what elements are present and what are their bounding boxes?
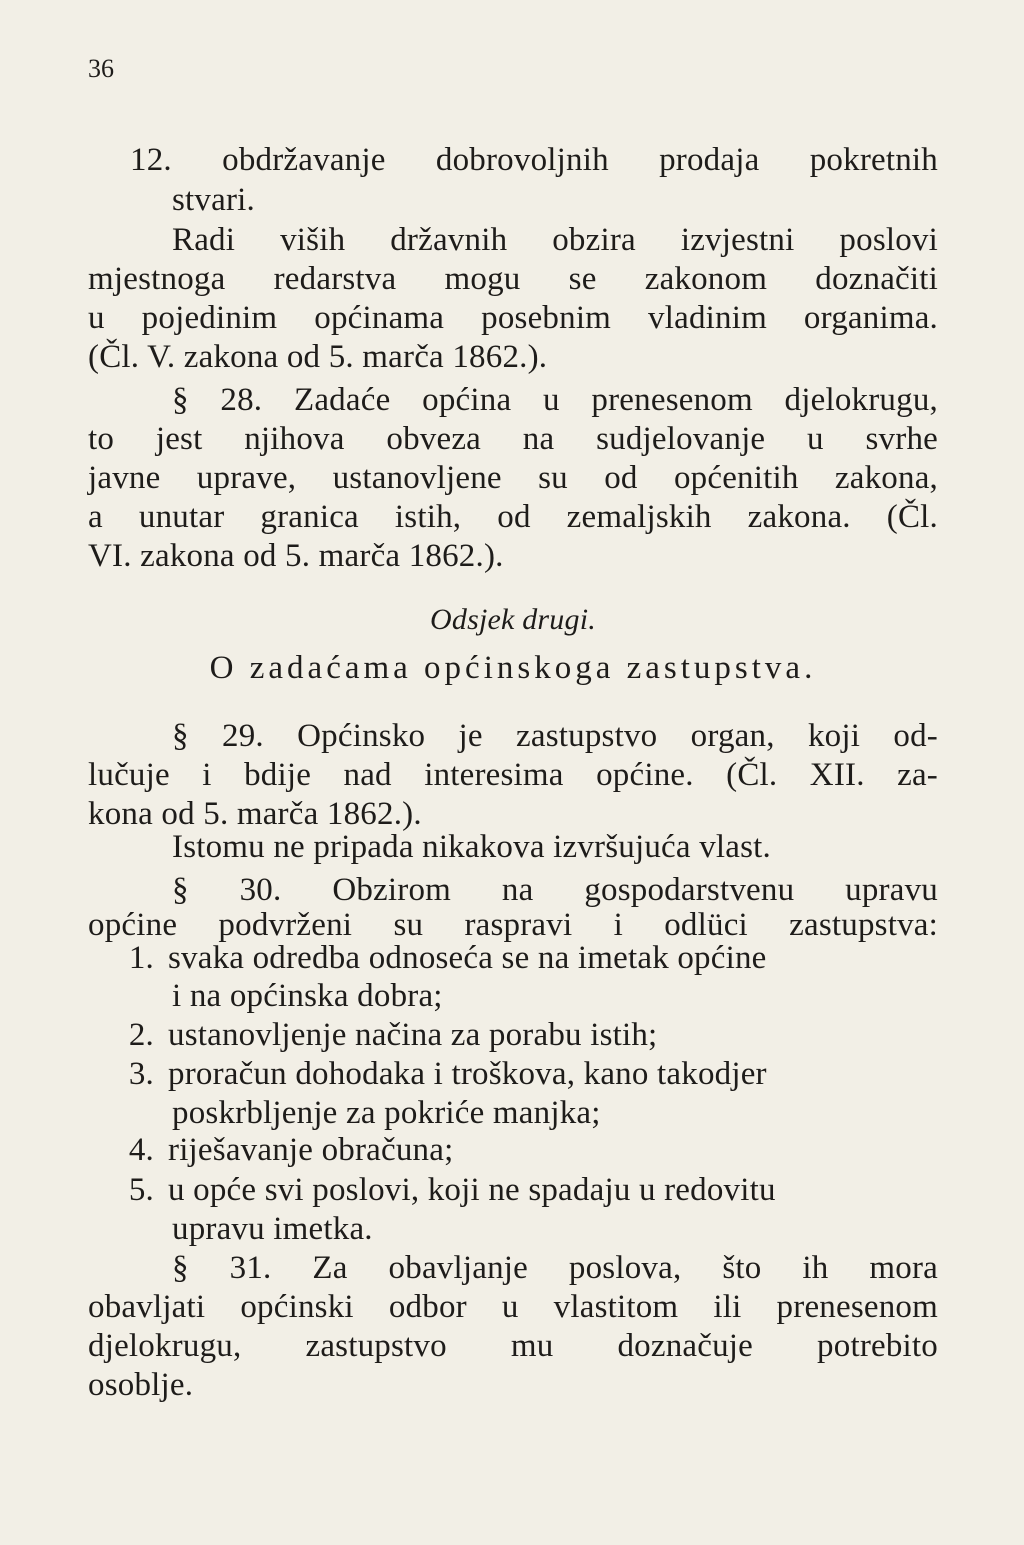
list-item: [88, 1015, 938, 1055]
list-continuation: poskrbljenje za pokriće manjka;: [172, 1095, 601, 1131]
list-text: ustanovljenje načina za porabu istih;: [168, 1017, 658, 1053]
text-line: § 28. Zadaće općina u prenesenom djelokrugu,: [172, 382, 938, 418]
list-item: [88, 1130, 938, 1170]
text-line: § 29. Općinsko je zastupstvo organ, koji od-: [172, 718, 938, 754]
text-line: obavljati općinski odbor u vlastitom ili prenesenom: [88, 1289, 938, 1325]
text-line: Istomu ne pripada nikakova izvršujuća vlast.: [172, 829, 771, 865]
text-line: općine podvrženi su raspravi i odlüci zastupstva:: [88, 907, 938, 943]
list-continuation: i na općinska dobra;: [172, 978, 443, 1014]
list-number: 5.: [128, 1172, 154, 1208]
list-number: 1.: [128, 940, 154, 976]
text-line: stvari.: [172, 182, 255, 218]
text-line: to jest njihova obveza na sudjelovanje u svrhe: [88, 421, 938, 457]
text-line: Radi viših državnih obzira izvjestni poslovi: [172, 222, 938, 258]
text-line: (Čl. V. zakona od 5. marča 1862.).: [88, 339, 548, 375]
list-item: [88, 1170, 938, 1210]
text-line: javne uprave, ustanovljene su od općenitih zakona,: [88, 460, 938, 496]
list-number: 2.: [128, 1017, 154, 1053]
list-text: u opće svi poslovi, koji ne spadaju u redovitu: [168, 1172, 776, 1208]
text-line: u pojedinim općinama posebnim vladinim organima.: [88, 300, 938, 336]
text-line: § 31. Za obavljanje poslova, što ih mora: [172, 1250, 938, 1286]
text-line: 12. obdržavanje dobrovoljnih prodaja pokretnih: [130, 142, 938, 178]
text-line: lučuje i bdije nad interesima općine. (Čl. XII. za-: [88, 757, 938, 793]
list-text: proračun dohodaka i troškova, kano takodjer: [168, 1056, 767, 1092]
list-continuation: upravu imetka.: [172, 1211, 373, 1247]
list-item: [88, 938, 938, 978]
text-line: kona od 5. marča 1862.).: [88, 796, 422, 832]
text-line: a unutar granica istih, od zemaljskih zakona. (Čl.: [88, 499, 938, 535]
text-line: djelokrugu, zastupstvo mu doznačuje potrebito: [88, 1328, 938, 1364]
text-line: VI. zakona od 5. marča 1862.).: [88, 538, 504, 574]
section-label: Odsjek drugi.: [430, 603, 596, 636]
list-number: 3.: [128, 1056, 154, 1092]
text-line: mjestnoga redarstva mogu se zakonom doznačiti: [88, 261, 938, 297]
list-text: riješavanje obračuna;: [168, 1132, 454, 1168]
list-item: [88, 1054, 938, 1094]
page-number: 36: [88, 54, 114, 83]
list-text: svaka odredba odnoseća se na imetak općine: [168, 940, 767, 976]
section-title: O zadaćama općinskoga zastupstva.: [209, 650, 817, 686]
list-number: 4.: [128, 1132, 154, 1168]
text-line: osoblje.: [88, 1367, 194, 1403]
text-line: § 30. Obzirom na gospodarstvenu upravu: [172, 872, 938, 908]
